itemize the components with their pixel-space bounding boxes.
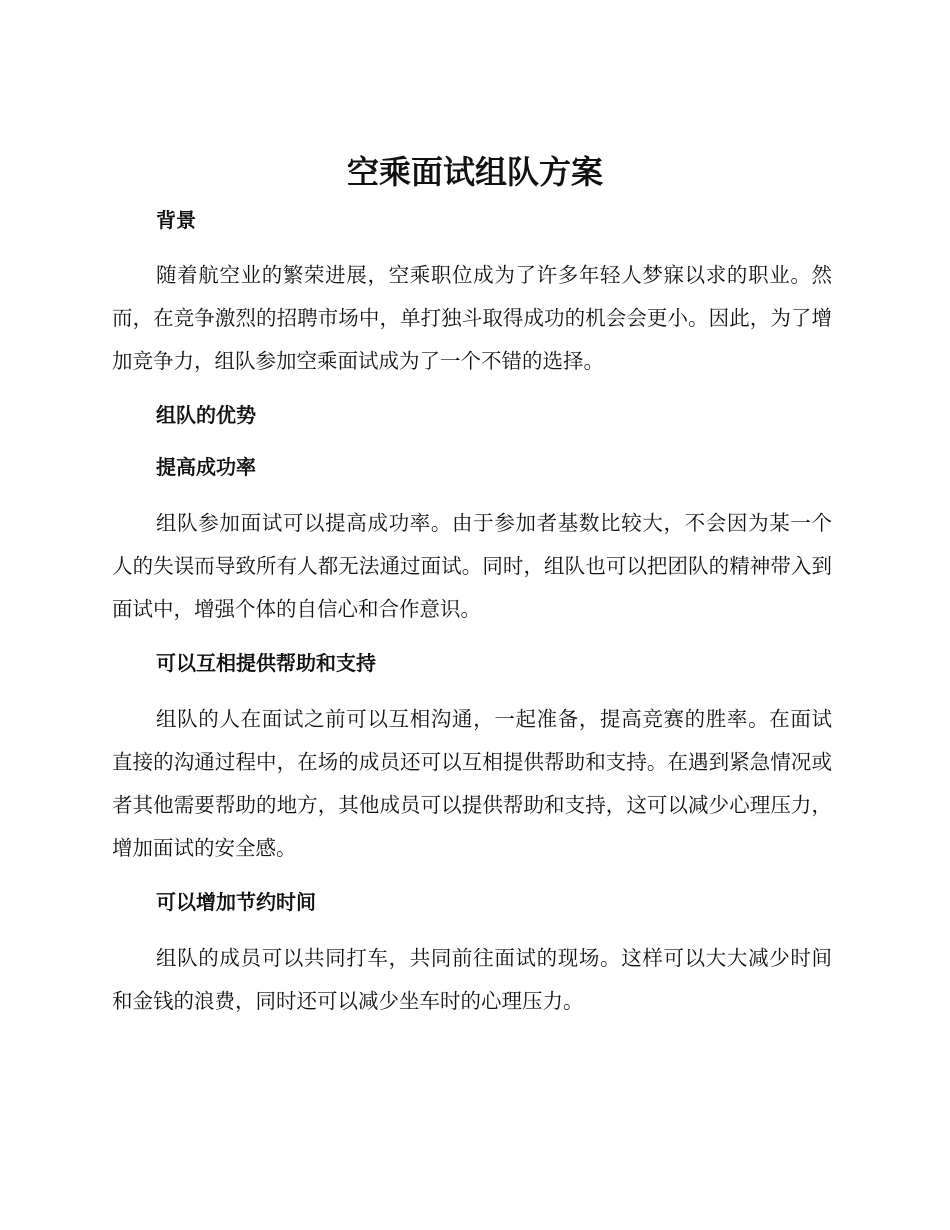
subsection-heading-save-time: 可以增加节约时间 (156, 890, 316, 914)
subsection-paragraph-save-time: 组队的成员可以共同打车，共同前往面试的现场。这样可以大大减少时间和金钱的浪费，同时还可以减少坐车时的心理压力。 (112, 946, 832, 1013)
subsection-heading-success-rate: 提高成功率 (156, 455, 256, 479)
document-body (112, 200, 832, 1035)
section-heading-advantages: 组队的优势 (156, 403, 256, 427)
subsection-heading-mutual-support: 可以互相提供帮助和支持 (156, 651, 376, 675)
subsection-paragraph-mutual-support: 组队的人在面试之前可以互相沟通，一起准备，提高竞赛的胜率。在面试直接的沟通过程中，在场的成员还可以互相提供帮助和支持。在遇到紧急情况或者其他需要帮助的地方，其他成员可以提供帮助和支持，这可以减少心理压力，增加面试的安全感。 (112, 707, 832, 860)
section-heading-background: 背景 (156, 208, 196, 232)
section-paragraph-background: 随着航空业的繁荣进展，空乘职位成为了许多年轻人梦寐以求的职业。然而，在竞争激烈的招聘市场中，单打独斗取得成功的机会会更小。因此，为了增加竞争力，组队参加空乘面试成为了一个不错的选择。 (112, 263, 832, 373)
page-title: 空乘面试组队方案 (346, 153, 603, 191)
subsection-paragraph-success-rate: 组队参加面试可以提高成功率。由于参加者基数比较大，不会因为某一个人的失误而导致所有人都无法通过面试。同时，组队也可以把团队的精神带入到面试中，增强个体的自信心和合作意识。 (112, 511, 832, 621)
